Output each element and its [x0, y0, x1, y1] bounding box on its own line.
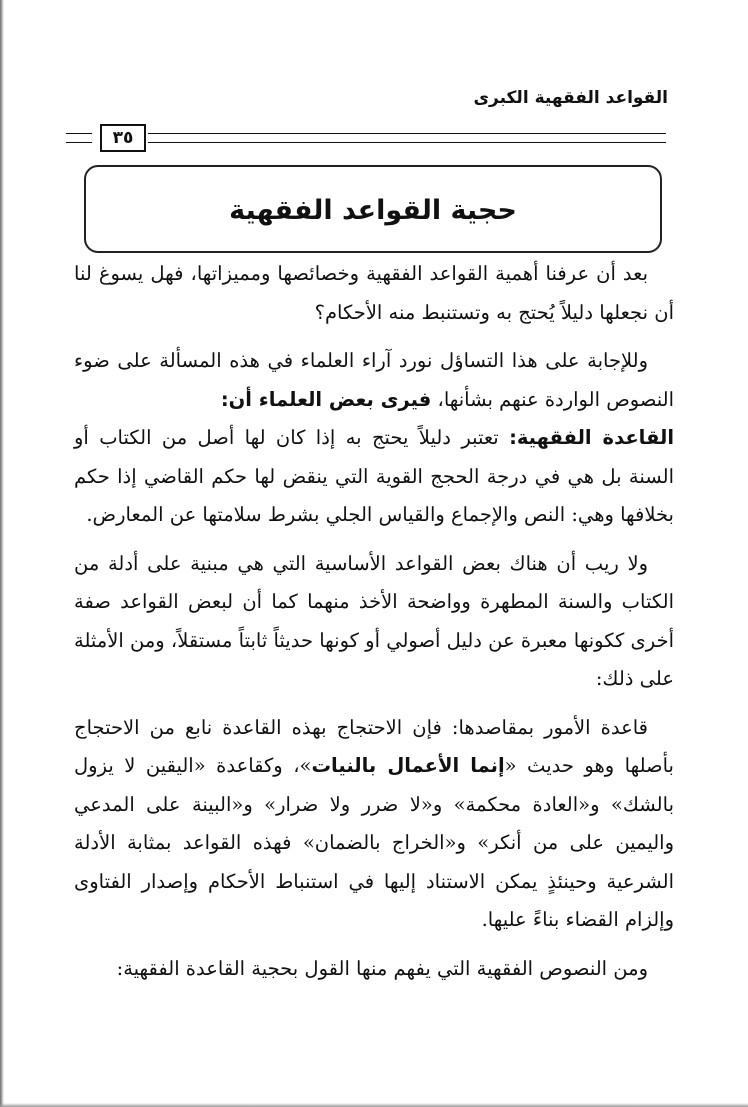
paragraph-3-bold: القاعدة الفقهية: [509, 426, 675, 449]
scan-edge-left [0, 0, 4, 1107]
section-title: حجية القواعد الفقهية [229, 195, 517, 226]
header-rule [66, 128, 666, 148]
paragraph-6: ومن النصوص الفقهية التي يفهم منها القول بحجية القاعدة الفقهية: [116, 956, 648, 980]
body-text [74, 255, 674, 988]
header-rule-left-lines [66, 133, 92, 143]
header-rule-right-lines [148, 133, 666, 143]
paragraph-3-text: تعتبر دليلاً يحتج به إذا كان لها أصل من الكتاب أو السنة بل هي في درجة الحجج القوية التي ينقض لها حكم القاضي إذا حكم بخلافها وهي: النص والإجماع والقياس الجلي بشرط سلامتها عن المعارض. [74, 426, 674, 526]
paragraph-5-hadith: إنما الأعمال بالنيات [311, 754, 505, 777]
running-header-title: القواعد الفقهية الكبرى [473, 88, 668, 108]
paragraph-3 [74, 419, 674, 535]
section-title-box [84, 165, 662, 253]
scan-edge-bottom [0, 1103, 748, 1107]
paragraph-5-text-a: قاعدة الأمور بمقاصدها: فإن الاحتجاج بهذه القاعدة نابع من الاحتجاج بأصلها وهو حديث « [74, 715, 674, 777]
paragraph-5-text-b: »، وكقاعدة «اليقين لا يزول بالشك» و«العادة محكمة» و«لا ضرر ولا ضرار» و«البينة على المدعي واليمين على من أنكر» و«الخراج بالضمان» فهذه القواعد بمثابة الأدلة الشرعية وحينئذٍ يمكن الاستناد إليها في استنباط الأحكام وإصدار الفتاوى وإلزام القضاء بناءً عليها. [74, 754, 674, 931]
paragraph-2 [74, 342, 674, 419]
paragraph-5 [74, 709, 674, 940]
paragraph-2-bold: فيرى بعض العلماء أن: [220, 387, 432, 411]
paragraph-2-text: وللإجابة على هذا التساؤل نورد آراء العلماء في هذه المسألة على ضوء النصوص الواردة عنهم بشأنها، [74, 349, 674, 411]
page-number: ٣٥ [100, 124, 146, 152]
paragraph-1: بعد أن عرفنا أهمية القواعد الفقهية وخصائصها ومميزاتها، فهل يسوغ لنا أن نجعلها دليلاً يُحتج به وتستنبط منه الأحكام؟ [74, 262, 674, 324]
paragraph-4: ولا ريب أن هناك بعض القواعد الأساسية التي هي مبنية على أدلة من الكتاب والسنة المطهرة وواضحة الأخذ منهما كما أن لبعض القواعد صفة أخرى ككونها معبرة عن دليل أصولي أو كونها حديثاً ثابتاً مستقلاً، ومن الأمثلة على ذلك: [74, 551, 674, 690]
